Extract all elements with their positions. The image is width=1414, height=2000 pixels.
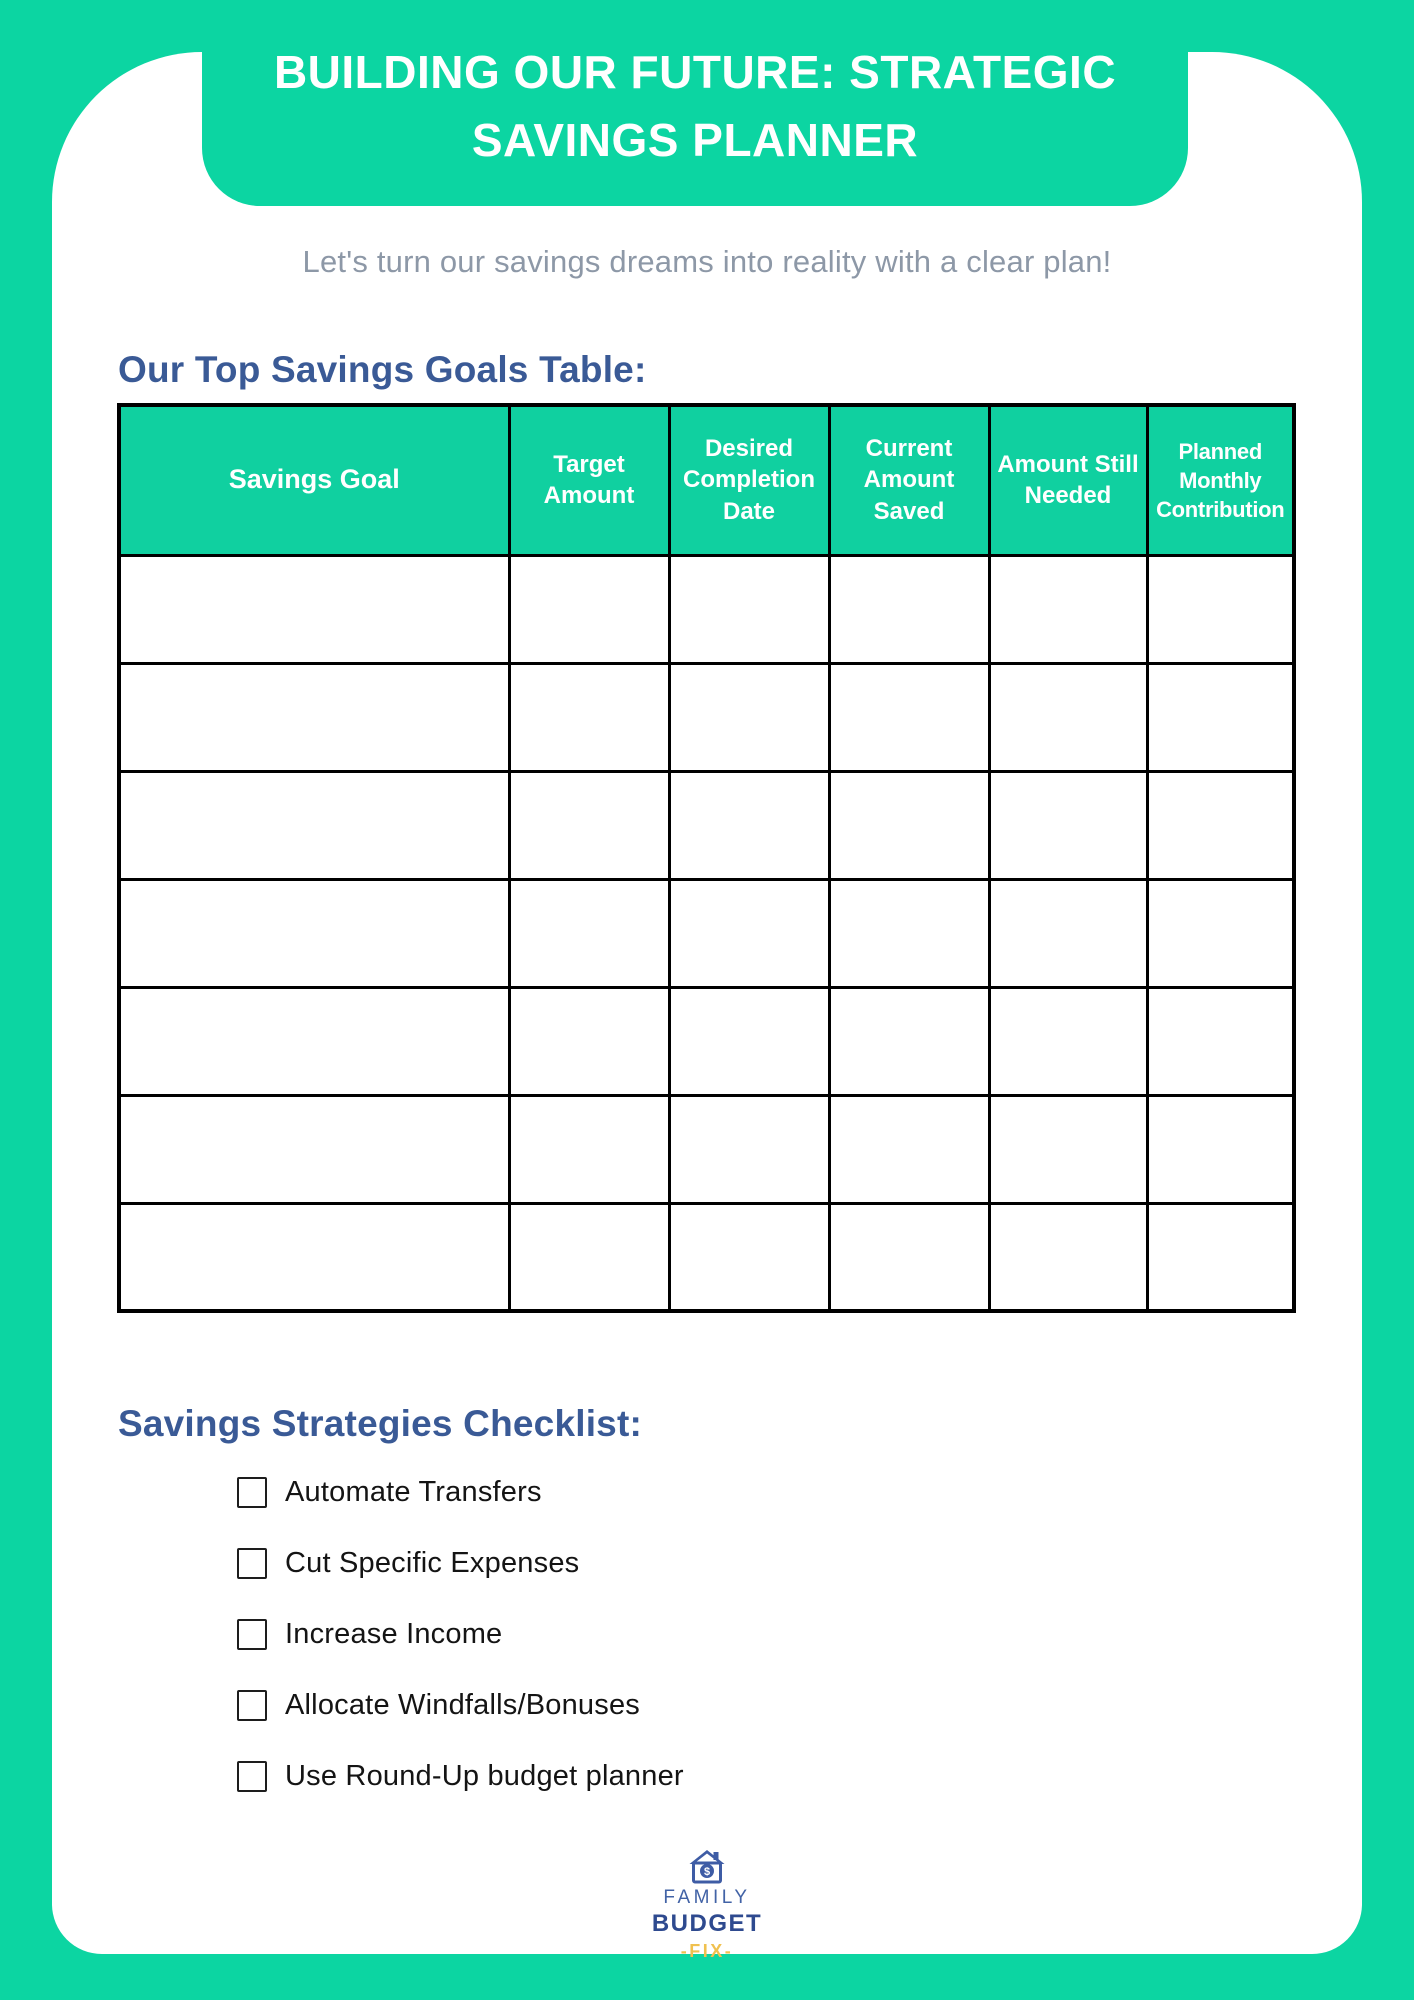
table-cell[interactable] [509,879,669,987]
table-cell[interactable] [1147,987,1294,1095]
table-cell[interactable] [1147,771,1294,879]
table-cell[interactable] [829,1203,989,1311]
savings-goals-table [117,403,1296,1313]
table-cell[interactable] [989,555,1147,663]
title-banner [202,0,1188,206]
checklist-item-label: Allocate Windfalls/Bonuses [285,1689,640,1721]
table-cell[interactable] [669,879,829,987]
column-header-target-amount: Target Amount [509,405,669,555]
column-header-savings-goal: Savings Goal [119,405,509,555]
checklist-checkbox[interactable] [237,1619,267,1650]
checklist-item-label: Use Round-Up budget planner [285,1760,684,1792]
checklist-checkbox[interactable] [237,1690,267,1721]
checklist-item-label: Cut Specific Expenses [285,1547,580,1579]
table-cell[interactable] [989,663,1147,771]
table-row [119,987,1294,1095]
table-cell[interactable] [669,987,829,1095]
table-row [119,663,1294,771]
table-row [119,555,1294,663]
table-cell[interactable] [119,555,509,663]
table-cell[interactable] [1147,663,1294,771]
table-body [119,555,1294,1311]
table-cell[interactable] [989,771,1147,879]
table-cell[interactable] [669,1095,829,1203]
table-cell[interactable] [669,1203,829,1311]
table-cell[interactable] [509,663,669,771]
goals-table-heading: Our Top Savings Goals Table: [118,349,647,390]
table-cell[interactable] [989,879,1147,987]
table-cell[interactable] [1147,1095,1294,1203]
column-header-current-amount-saved: Current Amount Saved [829,405,989,555]
column-header-amount-still-needed: Amount Still Needed [989,405,1147,555]
svg-text:$: $ [703,1866,711,1879]
page-subtitle: Let's turn our savings dreams into reality with a clear plan! [302,244,1112,279]
table-cell[interactable] [509,771,669,879]
table-cell[interactable] [829,879,989,987]
table-cell[interactable] [829,663,989,771]
table-cell[interactable] [1147,879,1294,987]
table-cell[interactable] [509,1095,669,1203]
checklist-item [237,1619,684,1650]
table-cell[interactable] [829,987,989,1095]
brand-logo [52,1848,1362,1960]
table-cell[interactable] [509,987,669,1095]
page-title-line1: BUILDING OUR FUTURE: STRATEGIC [273,46,1117,98]
brand-name-budget: BUDGET [651,1910,763,1937]
table-row [119,1095,1294,1203]
table-row [119,1203,1294,1311]
table-cell[interactable] [1147,1203,1294,1311]
table-cell[interactable] [119,1095,509,1203]
table-cell[interactable] [829,1095,989,1203]
table-cell[interactable] [829,771,989,879]
page-title-line2: SAVINGS PLANNER [471,114,919,166]
checklist-item-label: Increase Income [285,1618,503,1650]
table-cell[interactable] [669,771,829,879]
table-cell[interactable] [1147,555,1294,663]
table-cell[interactable] [989,987,1147,1095]
checklist-item [237,1761,684,1792]
table-header-row [119,405,1294,555]
table-cell[interactable] [119,1203,509,1311]
table-cell[interactable] [669,663,829,771]
table-cell[interactable] [119,987,509,1095]
table-cell[interactable] [829,555,989,663]
checklist-item [237,1477,684,1508]
table-cell[interactable] [989,1095,1147,1203]
table-cell[interactable] [509,1203,669,1311]
table-cell[interactable] [509,555,669,663]
checklist-checkbox[interactable] [237,1477,267,1508]
table-cell[interactable] [119,879,509,987]
table-row [119,771,1294,879]
table-cell[interactable] [989,1203,1147,1311]
brand-name-fix: -FIX- [680,1941,734,1961]
column-header-desired-completion-date: Desired Completion Date [669,405,829,555]
table-row [119,879,1294,987]
table-cell[interactable] [669,555,829,663]
checklist-checkbox[interactable] [237,1761,267,1792]
checklist-item [237,1548,684,1579]
table-header [119,405,1294,555]
checklist-item [237,1690,684,1721]
checklist-heading: Savings Strategies Checklist: [118,1403,642,1444]
table-cell[interactable] [119,663,509,771]
brand-name-family: FAMILY [663,1887,751,1908]
checklist-item-label: Automate Transfers [285,1476,542,1508]
savings-strategies-checklist [237,1477,684,1792]
house-dollar-icon [687,1848,727,1884]
table-cell[interactable] [119,771,509,879]
column-header-planned-monthly-contribution: Planned Monthly Contribution [1147,405,1294,555]
checklist-checkbox[interactable] [237,1548,267,1579]
